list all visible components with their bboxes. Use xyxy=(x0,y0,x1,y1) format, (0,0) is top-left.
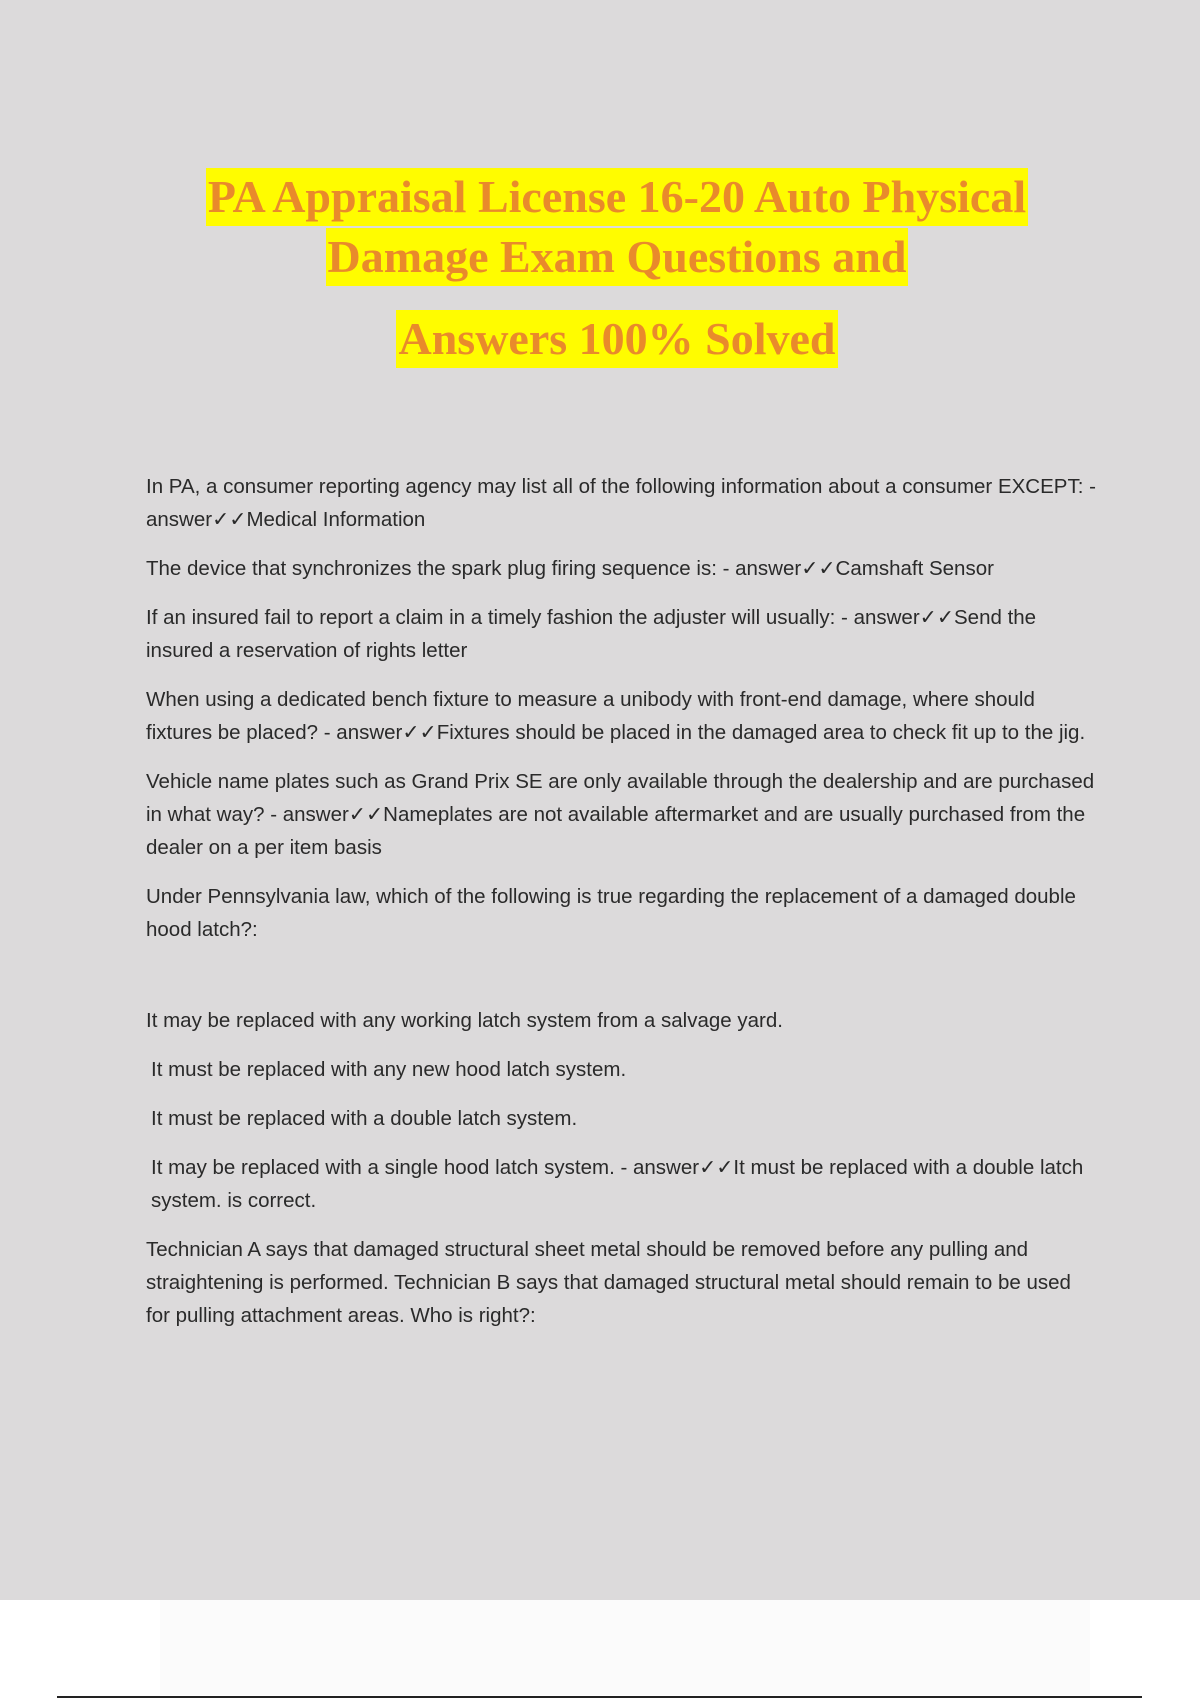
footer-divider xyxy=(57,1696,1142,1698)
title-line-1: PA Appraisal License 16-20 Auto Physical xyxy=(206,168,1028,226)
answer-option: It may be replaced with a single hood latch system. - answer✓✓It must be replaced with a double latch system. is correct. xyxy=(151,1156,1084,1212)
answer-option: It may be replaced with any working latch system from a salvage yard. xyxy=(146,1009,783,1032)
title-line-3: Answers 100% Solved xyxy=(396,310,837,368)
question-item: The device that synchronizes the spark plug firing sequence is: - answer✓✓Camshaft Sensor xyxy=(146,557,994,580)
title-line-2: Damage Exam Questions and xyxy=(326,228,909,286)
question-item: When using a dedicated bench fixture to measure a unibody with front-end damage, where should fixtures be placed? - answer✓✓Fixtures should be placed in the damaged area to check fit up to the jig. xyxy=(146,688,1086,744)
question-item: Under Pennsylvania law, which of the following is true regarding the replacement of a damaged double hood latch?: xyxy=(146,885,1076,941)
document-title xyxy=(0,168,1200,368)
question-item: In PA, a consumer reporting agency may list all of the following information about a consumer EXCEPT: - answer✓✓Medical Information xyxy=(146,475,1096,531)
questions-list xyxy=(146,470,1096,1348)
question-item: Vehicle name plates such as Grand Prix SE are only available through the dealership and are purchased in what way? - answer✓✓Nameplates are not available aftermarket and are usually purchased from the dealer on a per item basis xyxy=(146,770,1095,859)
answer-option: It must be replaced with a double latch system. xyxy=(151,1107,578,1130)
page-footer-area xyxy=(160,1600,1090,1695)
question-item: Technician A says that damaged structural sheet metal should be removed before any pulling and straightening is performed. Technician B says that damaged structural metal should remain to be used for pulling attachment areas. Who is right?: xyxy=(146,1238,1071,1327)
question-item: If an insured fail to report a claim in a timely fashion the adjuster will usually: - answer✓✓Send the insured a reservation of rights letter xyxy=(146,606,1037,662)
answer-option: It must be replaced with any new hood latch system. xyxy=(151,1058,627,1081)
